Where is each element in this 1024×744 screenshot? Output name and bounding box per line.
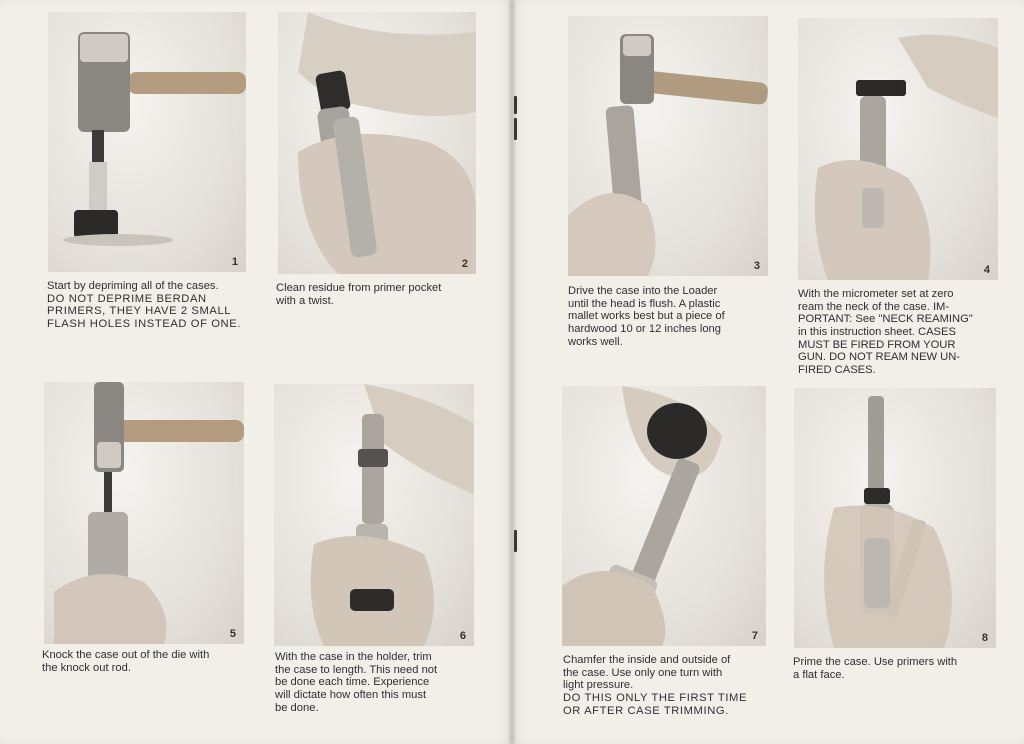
caption-line: Clean residue from primer pocket: [276, 282, 442, 294]
caption-line: the knock out rod.: [42, 661, 131, 674]
trimming-illustration: [274, 384, 474, 646]
step-2-caption: [276, 282, 481, 307]
step-1-photo: [48, 12, 246, 272]
step-4-number: 4: [983, 264, 990, 276]
caption-line: works well.: [568, 335, 623, 348]
step-4-photo: [798, 18, 998, 280]
step-7-photo: [562, 386, 766, 646]
caption-line: the case. Use only one turn with: [563, 666, 723, 679]
caption-line: Knock the case out of the die with: [42, 649, 210, 661]
step-3-caption: [568, 285, 768, 348]
knock-out-illustration: [44, 382, 244, 644]
caption-line: a flat face.: [793, 668, 845, 681]
caption-line: hardwood 10 or 12 inches long: [568, 322, 722, 335]
step-2-photo: [278, 12, 476, 274]
step-5-number: 5: [229, 628, 236, 640]
caption-line: in this instruction sheet. CASES: [798, 325, 956, 338]
caption-line: GUN. DO NOT REAM NEW UN-: [798, 351, 961, 364]
caption-line: ream the neck of the case. IM-: [798, 300, 950, 313]
caption-line: be done.: [275, 701, 319, 714]
step-8-number: 8: [981, 632, 988, 644]
caption-line: Prime the case. Use primers with: [793, 656, 958, 668]
step-4-caption: [798, 288, 1003, 377]
step-7-number: 7: [751, 630, 758, 642]
step-8-photo: [794, 388, 996, 648]
caption-warning-line: DO NOT DEPRIME BERDAN: [47, 292, 207, 305]
caption-line: with a twist.: [276, 294, 334, 307]
step-2-number: 2: [461, 258, 468, 270]
step-6-photo: [274, 384, 474, 646]
caption-line: will dictate how often this must: [275, 688, 427, 701]
step-8-caption: [793, 656, 998, 681]
step-5-photo: [44, 382, 244, 644]
step-3-number: 3: [753, 260, 760, 272]
step-1-number: 1: [231, 256, 238, 268]
caption-line: MUST BE FIRED FROM YOUR: [798, 338, 956, 351]
caption-warning-line: OR AFTER CASE TRIMMING.: [563, 704, 729, 717]
caption-line: be done each time. Experience: [275, 676, 430, 689]
caption-line: light pressure.: [563, 679, 634, 692]
caption-line: PORTANT: See "NECK REAMING": [798, 313, 973, 326]
caption-line: Drive the case into the Loader: [568, 285, 718, 297]
staple-top-2: [514, 118, 517, 140]
caption-line: mallet works best but a piece of: [568, 310, 725, 323]
caption-line: until the head is flush. A plastic: [568, 297, 721, 310]
priming-illustration: [794, 388, 996, 648]
caption-line: FIRED CASES.: [798, 363, 876, 376]
caption-line: Chamfer the inside and outside of: [563, 654, 731, 666]
caption-warning-line: FLASH HOLES INSTEAD OF ONE.: [47, 317, 241, 330]
driving-case-illustration: [568, 16, 768, 276]
caption-line: With the case in the holder, trim: [275, 651, 432, 663]
caption-line: With the micrometer set at zero: [798, 288, 954, 300]
step-6-number: 6: [459, 630, 466, 642]
caption-warning-line: PRIMERS, THEY HAVE 2 SMALL: [47, 305, 232, 318]
caption-line: the case to length. This need not: [275, 663, 438, 676]
caption-warning-line: DO THIS ONLY THE FIRST TIME: [563, 691, 748, 704]
step-1-caption: [47, 280, 252, 331]
reaming-illustration: [798, 18, 998, 280]
staple-top: [514, 96, 517, 114]
chamfering-illustration: [562, 386, 766, 646]
step-5-caption: [42, 649, 252, 674]
cleaning-illustration: [278, 12, 476, 274]
depriming-illustration: [48, 12, 246, 272]
step-7-caption: [563, 654, 768, 717]
step-3-photo: [568, 16, 768, 276]
staple-bottom: [514, 530, 517, 552]
caption-line: Start by depriming all of the cases.: [47, 280, 219, 292]
step-6-caption: [275, 651, 485, 714]
